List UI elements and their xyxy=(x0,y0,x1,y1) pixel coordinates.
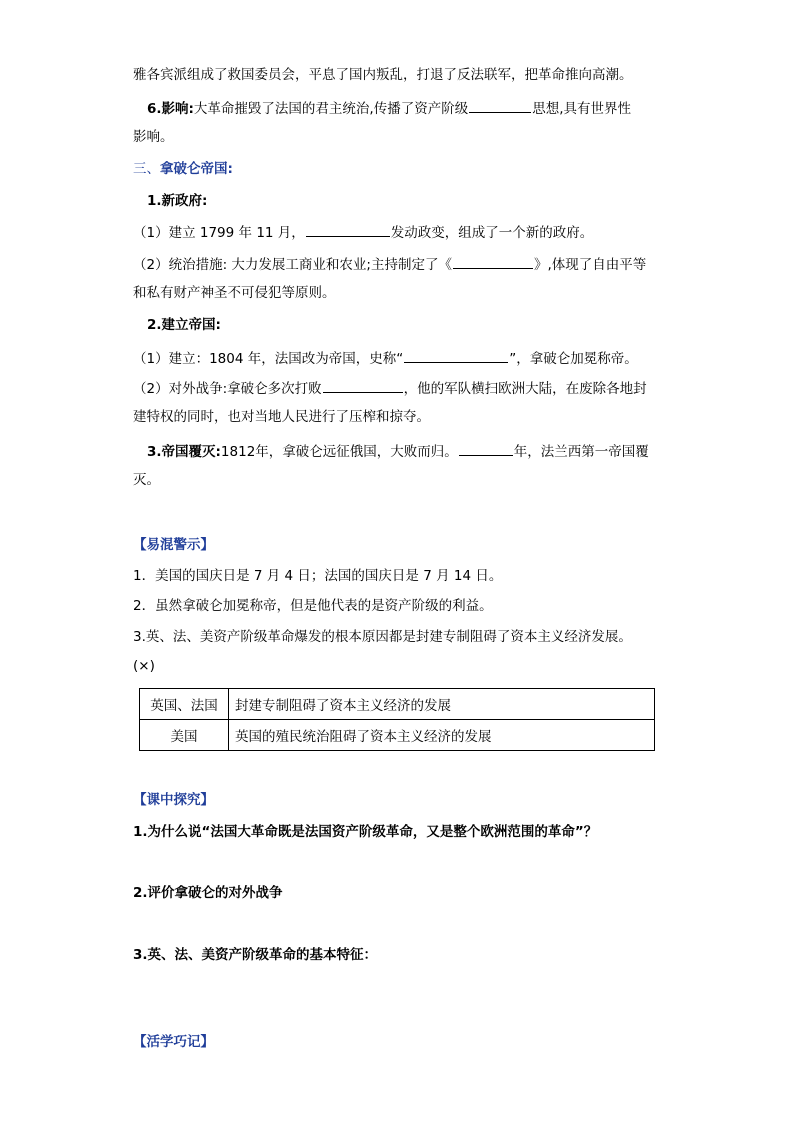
explore-heading: 【课中探究】 xyxy=(133,792,214,808)
fall-text-end: 灭。 xyxy=(133,472,160,488)
gov-1-text: （1）建立 1799 年 11 月， xyxy=(133,225,305,241)
warning-item-2-text: 2．虽然拿破仑加冕称帝，但是他代表的是资产阶级的利益。 xyxy=(133,598,493,614)
heading-title: 拿破仑帝国: xyxy=(160,161,233,177)
question-2 xyxy=(133,884,283,902)
impact-text-cont: 思想,具有世界性 xyxy=(532,101,632,117)
paragraph-gov-2 xyxy=(133,254,646,274)
paragraph-fall-end xyxy=(133,471,160,489)
fill-blank[interactable] xyxy=(404,348,508,363)
paragraph-emp-1 xyxy=(133,348,638,368)
question-1 xyxy=(133,823,597,841)
gov-2-text-cont: 》,体现了自由平等 xyxy=(533,257,647,273)
warning-item-1 xyxy=(133,567,502,585)
comparison-table xyxy=(139,688,655,751)
table-cell-reason: 封建专制阻碍了资本主义经济的发展 xyxy=(229,689,655,720)
paragraph-gov-1 xyxy=(133,222,593,242)
warning-heading: 【易混警示】 xyxy=(133,537,214,553)
warning-item-3 xyxy=(133,628,632,646)
wrong-mark: (×) xyxy=(133,658,155,674)
paragraph-gov-2-end xyxy=(133,284,336,302)
gov-2-text: （2）统治措施: 大力发展工商业和农业;主持制定了《 xyxy=(133,257,452,273)
warning-item-3-mark xyxy=(133,657,155,675)
table-cell-reason: 英国的殖民统治阻碍了资本主义经济的发展 xyxy=(229,720,655,751)
warning-item-2 xyxy=(133,597,493,615)
paragraph-fall xyxy=(147,441,649,461)
paragraph-jacobin xyxy=(133,66,633,84)
impact-text: 大革命摧毁了法国的君主统治,传播了资产阶级 xyxy=(193,101,469,117)
paragraph-impact xyxy=(147,98,631,118)
heading-in-class-explore xyxy=(133,791,214,809)
table-row xyxy=(140,720,655,751)
fall-text: 1812年，拿破仑远征俄国，大败而归。 xyxy=(220,444,458,460)
question-2-text: 2.评价拿破仑的对外战争 xyxy=(133,885,283,901)
fill-blank[interactable] xyxy=(459,441,513,456)
heading-confusion-warning xyxy=(133,536,214,554)
question-1-text: 1.为什么说“法国大革命既是法国资产阶级革命，又是整个欧洲范围的革命”？ xyxy=(133,824,598,840)
fill-blank[interactable] xyxy=(323,378,403,393)
section-heading-napoleon xyxy=(133,160,233,178)
emp-2-text-cont: ，他的军队横扫欧洲大陆，在废除各地封 xyxy=(403,381,647,397)
gov-2-text-end: 和私有财产神圣不可侵犯等原则。 xyxy=(133,285,336,301)
heading-number: 三、 xyxy=(133,161,160,177)
fall-text-cont: 年，法兰西第一帝国覆 xyxy=(513,444,649,460)
new-government-title: 1.新政府: xyxy=(147,193,208,209)
subheading-empire xyxy=(147,316,221,334)
table-cell-country: 英国、法国 xyxy=(140,689,229,720)
table-row xyxy=(140,689,655,720)
emp-2-text: （2）对外战争:拿破仑多次打败 xyxy=(133,381,322,397)
fill-blank[interactable] xyxy=(453,254,533,269)
fill-blank[interactable] xyxy=(306,222,390,237)
subheading-new-government xyxy=(147,192,207,210)
impact-text-end: 影响。 xyxy=(133,129,174,145)
memory-heading: 【活学巧记】 xyxy=(133,1034,214,1050)
question-3 xyxy=(133,946,377,964)
heading-memory-tips xyxy=(133,1033,214,1051)
warning-item-1-text: 1．美国的国庆日是 7 月 4 日；法国的国庆日是 7 月 14 日。 xyxy=(133,568,503,584)
paragraph-impact-end xyxy=(133,128,174,146)
jacobin-text: 雅各宾派组成了救国委员会，平息了国内叛乱，打退了反法联军，把革命推向高潮。 xyxy=(133,67,633,83)
table-cell-country: 美国 xyxy=(140,720,229,751)
emp-2-text-end: 建特权的同时，也对当地人民进行了压榨和掠夺。 xyxy=(133,409,430,425)
impact-label: 6.影响: xyxy=(147,101,194,117)
fill-blank[interactable] xyxy=(469,98,531,113)
emp-1-text-cont: ”，拿破仑加冕称帝。 xyxy=(509,351,638,367)
emp-1-text: （1）建立：1804 年，法国改为帝国，史称“ xyxy=(133,351,404,367)
empire-title: 2.建立帝国: xyxy=(147,317,221,333)
question-3-text: 3.英、法、美资产阶级革命的基本特征： xyxy=(133,947,378,963)
fall-label: 3.帝国覆灭: xyxy=(147,444,221,460)
gov-1-text-cont: 发动政变，组成了一个新的政府。 xyxy=(390,225,594,241)
warning-item-3-text: 3.英、法、美资产阶级革命爆发的根本原因都是封建专制阻碍了资本主义经济发展。 xyxy=(133,629,632,645)
paragraph-emp-2 xyxy=(133,378,647,398)
paragraph-emp-2-end xyxy=(133,408,430,426)
